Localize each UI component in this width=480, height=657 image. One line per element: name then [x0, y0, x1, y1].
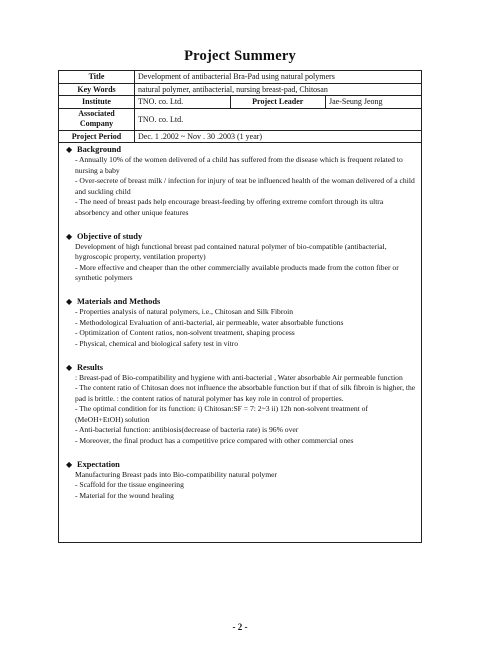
diamond-bullet-icon: ◆ — [66, 362, 73, 372]
section-expectation — [64, 459, 416, 502]
project-period-label: Project Period — [59, 130, 135, 143]
title-label: Title — [59, 71, 135, 83]
diamond-bullet-icon: ◆ — [66, 231, 73, 241]
section-heading — [66, 231, 416, 242]
project-leader-value: Jae-Seung Jeong — [326, 96, 422, 109]
section-body — [75, 373, 416, 447]
section-heading — [66, 459, 416, 470]
section-heading-text: Materials and Methods — [77, 297, 161, 306]
section-body — [75, 307, 416, 349]
section-line: - Physical, chemical and biological safety test in vitro — [75, 338, 239, 348]
section-body — [75, 242, 416, 284]
project-leader-label: Project Leader — [230, 96, 326, 109]
institute-value: TNO. co. Ltd. — [135, 96, 231, 109]
meta-row-title — [59, 71, 421, 83]
keywords-value: natural polymer, antibacterial, nursing breast-pad, Chitosan — [135, 83, 422, 96]
associated-company-value: TNO. co. Ltd. — [135, 108, 422, 130]
project-meta-table — [59, 71, 421, 143]
section-line: - Methodological Evaluation of anti-bacterial, air permeable, water absorbable functions — [75, 317, 344, 327]
meta-row-institute — [59, 96, 421, 109]
title-value: Development of antibacterial Bra-Pad using natural polymers — [135, 71, 422, 83]
section-body — [75, 470, 416, 502]
section-materials-methods — [64, 296, 416, 349]
section-line: - Material for the wound healing — [75, 490, 174, 500]
section-heading-text: Objective of study — [77, 231, 143, 241]
section-results — [64, 362, 416, 447]
section-line: - The need of breast pads help encourage breast-feeding by offering extreme comfort through its ultra absorbency and other unique features — [75, 197, 384, 217]
section-line: : Breast-pad of Bio-compatibility and hygiene with anti-bacterial , Water absorbable Air permeable function — [75, 372, 403, 382]
section-line: - Anti-bacterial function: antibiosis(decrease of bacteria rate) is 96% over — [75, 425, 299, 434]
keywords-label: Key Words — [59, 83, 135, 96]
section-body — [75, 155, 416, 218]
section-heading-text: Background — [77, 145, 122, 154]
section-heading — [66, 144, 416, 155]
section-line: - Moreover, the final product has a competitive price compared with other commercial ones — [75, 435, 354, 445]
meta-row-associated — [59, 108, 421, 130]
diamond-bullet-icon: ◆ — [66, 145, 73, 154]
summary-sections — [59, 143, 421, 501]
summary-frame — [58, 70, 422, 543]
section-line: - The content ratio of Chitosan does not influence the absorbable function but if that of silk fibroin is higher, the pad is brittle. : the content ratios of natural polymer has key role in control of properties. — [75, 383, 416, 403]
section-line: - Scaffold for the tissue engineering — [75, 480, 184, 489]
meta-row-keywords — [59, 83, 421, 96]
section-objective — [64, 231, 416, 284]
associated-company-label: Associated Company — [59, 108, 135, 130]
section-heading-text: Expectation — [77, 459, 120, 469]
section-line: - Over-secrete of breast milk / infection for injury of teat be influenced health of the woman delivered of a child and suckling child — [75, 176, 415, 196]
meta-row-period — [59, 130, 421, 143]
section-line: Manufacturing Breast pads into Bio-compatibility natural polymer — [75, 469, 278, 479]
section-line: - Annually 10% of the women delivered of a child has suffered from the disease which is frequent related to nursing a baby — [75, 155, 403, 175]
section-heading — [66, 296, 416, 307]
project-period-value: Dec. 1 .2002 ~ Nov . 30 .2003 (1 year) — [135, 130, 422, 143]
section-heading — [66, 362, 416, 373]
section-line: - More effective and cheaper than the other commercially available products made from the cotton fiber or synthetic polymers — [75, 262, 399, 282]
page-number: - 2 - — [232, 622, 248, 632]
page-title: Project Summery — [184, 48, 296, 64]
section-background — [64, 144, 416, 218]
section-heading-text: Results — [77, 362, 104, 372]
section-line: - The optimal condition for its function: i) Chitosan:SF = 7: 2~3 ii) 12h non-solvent treatment of (MeOH+EtOH) solution — [75, 404, 368, 424]
section-line: - Optimization of Content ratios, non-solvent treatment, shaping process — [75, 328, 295, 337]
section-line: Development of high functional breast pad contained natural polymer of bio-compatible (antibacterial, hygroscopic property, ventilation property) — [75, 241, 387, 261]
institute-label: Institute — [59, 96, 135, 109]
section-line: - Properties analysis of natural polymers, i.e., Chitosan and Silk Fibroin — [75, 307, 294, 316]
diamond-bullet-icon: ◆ — [66, 459, 73, 469]
diamond-bullet-icon: ◆ — [66, 297, 73, 306]
